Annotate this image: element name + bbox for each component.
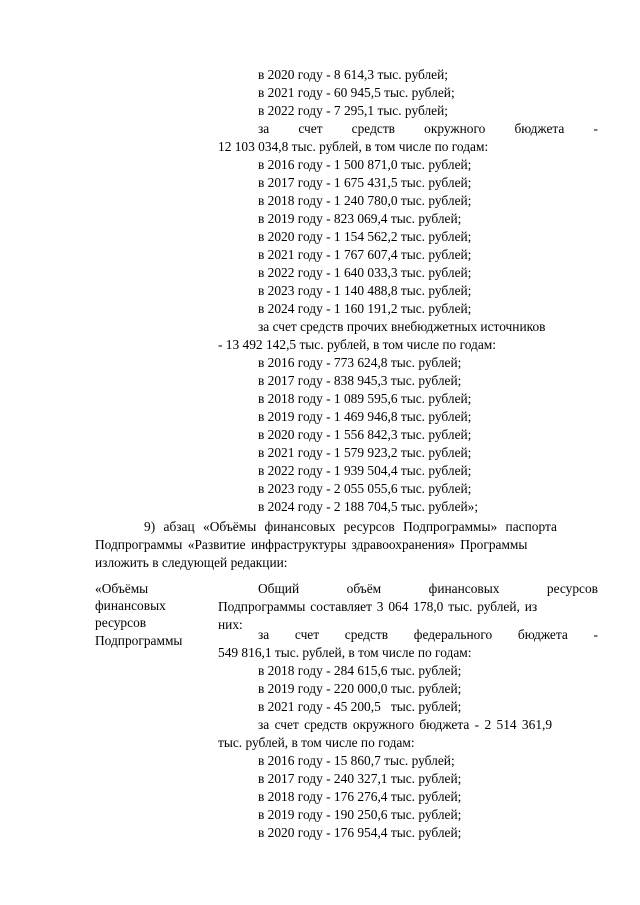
year-line: в 2019 году - 823 069,4 тыс. рублей; <box>258 211 462 226</box>
para9-line2: Подпрограммы «Развитие инфраструктуры здравоохранения» Программы <box>95 537 528 552</box>
year-line: в 2016 году - 773 624,8 тыс. рублей; <box>258 355 462 370</box>
para9-line3: изложить в следующей редакции: <box>95 555 288 570</box>
word: бюджета <box>514 121 565 136</box>
word: за <box>258 121 270 136</box>
word: федерального <box>413 627 493 642</box>
okr2-total: тыс. рублей, в том числе по годам: <box>218 735 415 750</box>
year-line: в 2017 году - 1 675 431,5 тыс. рублей; <box>258 175 472 190</box>
word: средств <box>344 627 389 642</box>
year-line: в 2023 году - 1 140 488,8 тыс. рублей; <box>258 283 472 298</box>
year-line: в 2017 году - 838 945,3 тыс. рублей; <box>258 373 462 388</box>
para9-text: 9) абзац «Объёмы финансовых ресурсов Подпрограммы» паспорта <box>144 519 557 534</box>
year-line: в 2021 году - 1 579 923,2 тыс. рублей; <box>258 445 472 460</box>
vne-total: - 13 492 142,5 тыс. рублей, в том числе по годам: <box>218 337 496 352</box>
okr-total: 12 103 034,8 тыс. рублей, в том числе по годам: <box>218 139 489 154</box>
year-line: в 2018 году - 1 240 780,0 тыс. рублей; <box>258 193 472 208</box>
okr-intro-line <box>258 120 598 137</box>
word: счет <box>298 121 323 136</box>
table-intro-line3: них: <box>218 617 243 632</box>
word: объём <box>346 581 382 596</box>
text-line: в 2021 году - 60 945,5 тыс. рублей; <box>258 85 455 100</box>
word: Общий <box>258 581 300 596</box>
word: средств <box>351 121 396 136</box>
fed-intro-line <box>258 626 598 643</box>
label-line: Подпрограммы <box>95 632 183 648</box>
year-line: в 2021 году - 1 767 607,4 тыс. рублей; <box>258 247 472 262</box>
word: за <box>258 627 270 642</box>
para9-line1 <box>144 518 598 536</box>
word: бюджета <box>517 627 568 642</box>
word: - <box>593 121 598 136</box>
year-line: в 2020 году - 176 954,4 тыс. рублей; <box>258 825 462 840</box>
label-line: финансовых <box>95 598 166 614</box>
table-label <box>95 580 182 649</box>
vne-intro: за счет средств прочих внебюджетных источников <box>258 319 546 334</box>
year-line: в 2018 году - 284 615,6 тыс. рублей; <box>258 663 462 678</box>
year-line: в 2023 году - 2 055 055,6 тыс. рублей; <box>258 481 472 496</box>
year-line: в 2019 году - 1 469 946,8 тыс. рублей; <box>258 409 472 424</box>
year-line: в 2020 году - 1 556 842,3 тыс. рублей; <box>258 427 472 442</box>
year-line: в 2022 году - 1 640 033,3 тыс. рублей; <box>258 265 472 280</box>
year-line: в 2021 году - 45 200,5 тыс. рублей; <box>258 699 462 714</box>
year-line: в 2016 году - 1 500 871,0 тыс. рублей; <box>258 157 472 172</box>
label-line: ресурсов <box>95 615 147 631</box>
year-line: в 2020 году - 1 154 562,2 тыс. рублей; <box>258 229 472 244</box>
year-line: в 2017 году - 240 327,1 тыс. рублей; <box>258 771 462 786</box>
year-line: в 2022 году - 1 939 504,4 тыс. рублей; <box>258 463 472 478</box>
table-intro-line1 <box>258 580 598 597</box>
year-line: в 2019 году - 190 250,6 тыс. рублей; <box>258 807 462 822</box>
year-line: в 2016 году - 15 860,7 тыс. рублей; <box>258 753 455 768</box>
year-line: в 2024 году - 2 188 704,5 тыс. рублей»; <box>258 499 479 514</box>
table-intro-line2: Подпрограммы составляет 3 064 178,0 тыс. рублей, из <box>218 599 538 614</box>
text-line: в 2022 году - 7 295,1 тыс. рублей; <box>258 103 448 118</box>
year-line: в 2018 году - 176 276,4 тыс. рублей; <box>258 789 462 804</box>
year-line: в 2018 году - 1 089 595,6 тыс. рублей; <box>258 391 472 406</box>
word: счет <box>294 627 320 642</box>
fed-total: 549 816,1 тыс. рублей, в том числе по годам: <box>218 645 472 660</box>
word: финансовых <box>428 581 500 596</box>
word: окружного <box>424 121 486 136</box>
okr2-intro: за счет средств окружного бюджета - 2 514 361,9 <box>258 717 553 732</box>
word: - <box>593 627 598 642</box>
text-line: в 2020 году - 8 614,3 тыс. рублей; <box>258 67 448 82</box>
year-line: в 2019 году - 220 000,0 тыс. рублей; <box>258 681 462 696</box>
year-line: в 2024 году - 1 160 191,2 тыс. рублей; <box>258 301 472 316</box>
word: ресурсов <box>546 581 598 596</box>
label-line: «Объёмы <box>95 581 149 596</box>
